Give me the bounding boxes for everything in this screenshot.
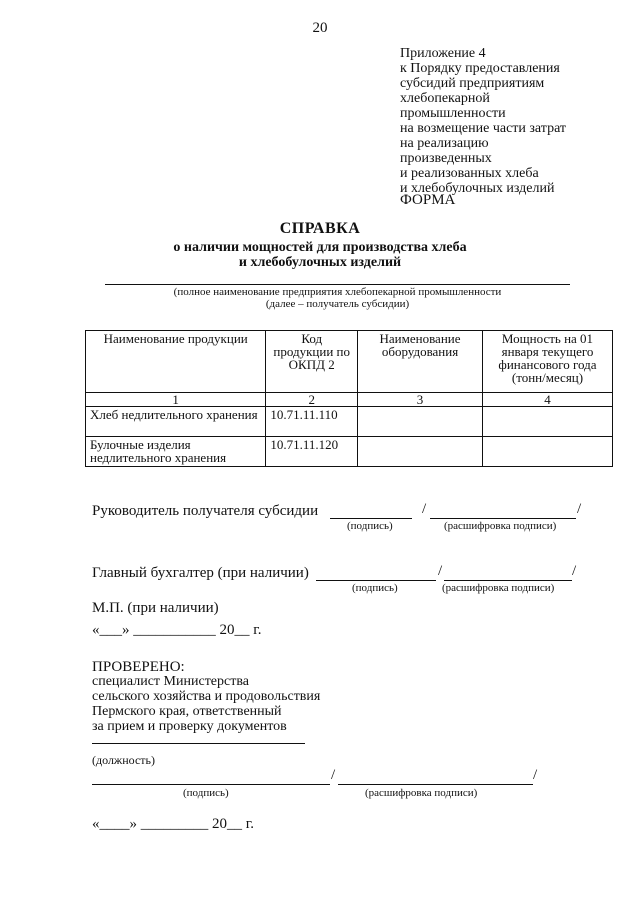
col-number: 1 xyxy=(86,393,266,407)
checker-sign-caption: (подпись) xyxy=(183,787,229,799)
checked-line: специалист Министерства xyxy=(92,674,249,689)
head-sign-line[interactable] xyxy=(330,518,412,519)
col-number: 2 xyxy=(266,393,358,407)
slash: / xyxy=(422,501,427,517)
checked-line: Пермского края, ответственный xyxy=(92,704,282,719)
position-caption: (должность) xyxy=(92,753,155,767)
cell-equipment[interactable] xyxy=(358,437,483,467)
stamp-label: М.П. (при наличии) xyxy=(92,600,219,616)
table-number-row xyxy=(86,393,613,407)
head-decode-line[interactable] xyxy=(430,518,576,519)
checker-sign-line[interactable] xyxy=(92,784,330,785)
slash: / xyxy=(533,767,538,783)
caption-line: (полное наименование предприятия хлебопекарной промышленности xyxy=(173,286,502,298)
checked-heading: ПРОВЕРЕНО: xyxy=(92,659,185,675)
accountant-label: Главный бухгалтер (при наличии) xyxy=(92,565,309,581)
date-line[interactable]: «____» _________ 20__ г. xyxy=(92,816,254,832)
accountant-decode-line[interactable] xyxy=(444,580,572,581)
table-header-row xyxy=(86,331,613,393)
organization-name-line[interactable] xyxy=(105,284,570,285)
head-label: Руководитель получателя субсидии xyxy=(92,503,319,519)
col-number: 3 xyxy=(358,393,483,407)
appendix-line: и хлебобулочных изделий xyxy=(400,181,555,196)
accountant-sign-line[interactable] xyxy=(316,580,436,581)
slash: / xyxy=(572,563,577,579)
appendix-line: Приложение 4 xyxy=(400,46,486,61)
accountant-decode-caption: (расшифровка подписи) xyxy=(442,582,555,594)
subtitle-line: и хлебобулочных изделий xyxy=(238,255,402,270)
capacity-table xyxy=(85,330,613,467)
head-sign-caption: (подпись) xyxy=(347,520,393,532)
position-line[interactable] xyxy=(92,743,305,744)
accountant-sign-caption: (подпись) xyxy=(352,582,398,594)
head-decode-caption: (расшифровка подписи) xyxy=(444,520,557,532)
form-label: ФОРМА xyxy=(400,192,456,208)
checked-line: сельского хозяйства и продовольствия xyxy=(92,689,321,704)
appendix-line: и реализованных хлеба xyxy=(400,166,539,181)
page-number: 20 xyxy=(312,20,328,36)
appendix-line: произведенных xyxy=(400,151,492,166)
checker-decode-line[interactable] xyxy=(338,784,533,785)
cell-capacity[interactable] xyxy=(482,407,612,437)
col-number: 4 xyxy=(482,393,612,407)
cell-code: 10.71.11.110 xyxy=(266,407,358,437)
cell-capacity[interactable] xyxy=(482,437,612,467)
subtitle-line: о наличии мощностей для производства хлеба xyxy=(173,240,467,255)
table-row xyxy=(86,407,613,437)
header-capacity: Мощность на 01 января текущего финансового года (тонн/месяц) xyxy=(482,331,612,393)
appendix-line: хлебопекарной xyxy=(400,91,490,106)
header-code: Код продукции по ОКПД 2 xyxy=(266,331,358,393)
document-title: СПРАВКА xyxy=(279,220,361,237)
header-equipment: Наименование оборудования xyxy=(358,331,483,393)
header-product: Наименование продукции xyxy=(86,331,266,393)
appendix-line: на реализацию xyxy=(400,136,489,151)
document-subtitle xyxy=(0,240,640,270)
cell-product: Хлеб недлительного хранения xyxy=(86,407,266,437)
appendix-line: субсидий предприятиям xyxy=(400,76,545,91)
checker-decode-caption: (расшифровка подписи) xyxy=(365,787,478,799)
caption-line: (далее – получатель субсидии) xyxy=(265,298,410,310)
cell-equipment[interactable] xyxy=(358,407,483,437)
appendix-line: промышленности xyxy=(400,106,506,121)
slash: / xyxy=(438,563,443,579)
cell-code: 10.71.11.120 xyxy=(266,437,358,467)
appendix-block xyxy=(400,46,620,196)
appendix-line: к Порядку предоставления xyxy=(400,61,560,76)
appendix-line: на возмещение части затрат xyxy=(400,121,567,136)
organization-caption xyxy=(105,286,570,310)
table-row xyxy=(86,437,613,467)
checked-line: за прием и проверку документов xyxy=(92,719,287,734)
date-line[interactable]: «___» ___________ 20__ г. xyxy=(92,622,262,638)
slash: / xyxy=(331,767,336,783)
checked-description xyxy=(92,674,320,734)
slash: / xyxy=(577,501,582,517)
cell-product: Булочные изделия недлительного хранения xyxy=(86,437,266,467)
